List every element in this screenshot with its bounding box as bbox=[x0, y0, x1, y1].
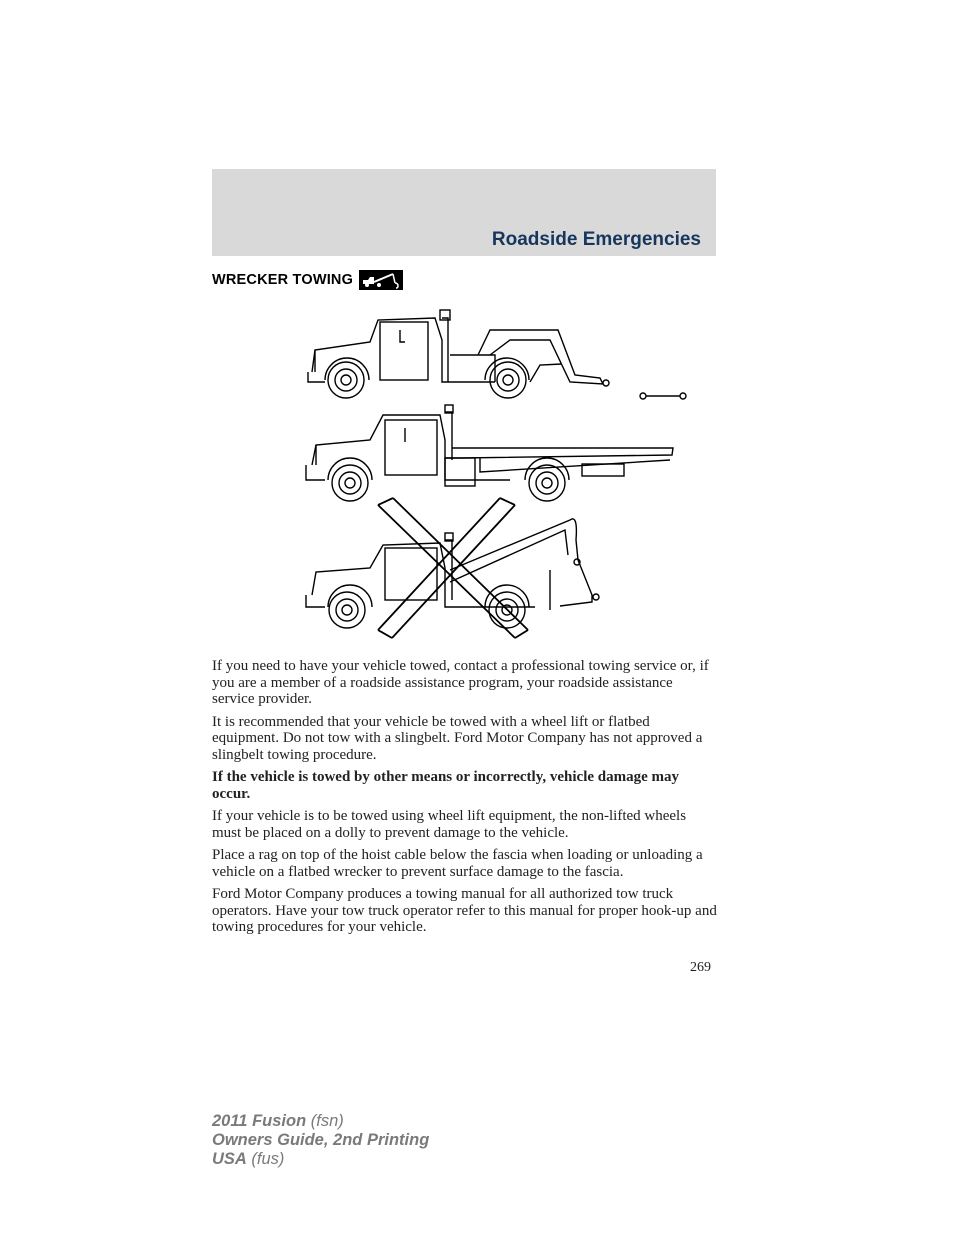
section-title: Roadside Emergencies bbox=[491, 229, 701, 250]
towing-illustration bbox=[300, 300, 700, 645]
paragraph: Ford Motor Company produces a towing manual for all authorized tow truck operators. Have your tow truck operator refer to this manual for proper hook-up and towing procedures for your vehicle. bbox=[212, 886, 717, 935]
body-text bbox=[212, 658, 718, 942]
footer-line-3 bbox=[212, 1150, 429, 1169]
footer-line-2: Owners Guide, 2nd Printing bbox=[212, 1131, 430, 1149]
paragraph: If you need to have your vehicle towed, contact a professional towing service or, if you are a member of a roadside assistance program, your roadside assistance service provider. bbox=[212, 658, 709, 707]
footer-model: 2011 Fusion bbox=[212, 1112, 307, 1130]
footer-model-code: (fsn) bbox=[306, 1112, 344, 1130]
footer bbox=[212, 1112, 429, 1169]
paragraph: Place a rag on top of the hoist cable below the fascia when loading or unloading a vehicle on a flatbed wrecker to prevent surface damage to the fascia. bbox=[212, 847, 703, 880]
page-number: 269 bbox=[690, 960, 711, 975]
footer-line-1 bbox=[212, 1112, 429, 1131]
sub-heading bbox=[212, 270, 403, 290]
wheel-lift-truck bbox=[308, 310, 686, 399]
slingbelt-truck-crossed-out bbox=[306, 498, 599, 638]
paragraph: It is recommended that your vehicle be towed with a wheel lift or flatbed equipment. Do not tow with a slingbelt. Ford Motor Company has not approved a slingbelt towing procedure. bbox=[212, 713, 703, 763]
header-band bbox=[212, 169, 716, 256]
footer-market: USA bbox=[212, 1150, 247, 1168]
tow-truck-icon bbox=[359, 270, 403, 290]
paragraph: If your vehicle is to be towed using wheel lift equipment, the non-lifted wheels must be placed on a dolly to prevent damage to the vehicle. bbox=[212, 808, 687, 841]
flatbed-truck bbox=[306, 405, 673, 501]
footer-market-code: (fus) bbox=[246, 1150, 285, 1168]
warning-paragraph: If the vehicle is towed by other means or incorrectly, vehicle damage may occur. bbox=[212, 769, 680, 802]
sub-heading-text: WRECKER TOWING bbox=[212, 272, 354, 288]
